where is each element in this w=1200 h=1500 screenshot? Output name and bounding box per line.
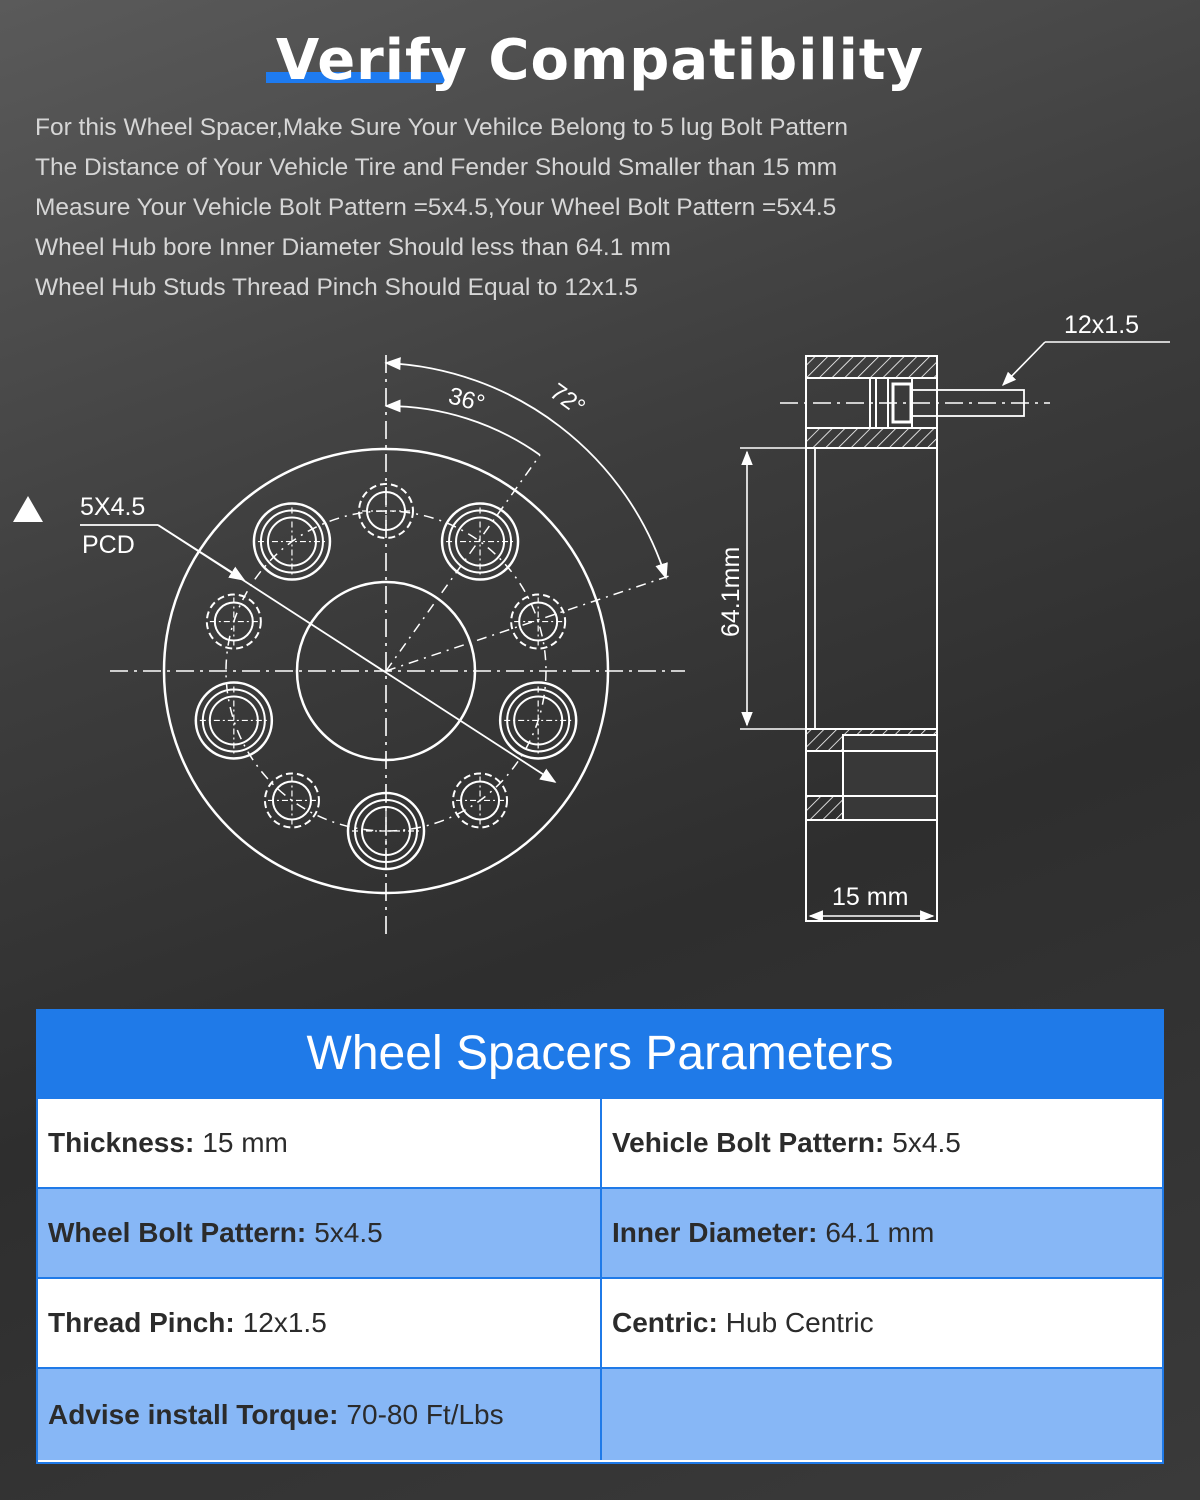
requirement-item: Measure Your Vehicle Bolt Pattern =5x4.5,Your Wheel Bolt Pattern =5x4.5 (35, 194, 837, 221)
stud-hole-solid (442, 504, 518, 580)
technical-drawing (0, 300, 1200, 960)
param-label: Thread Pinch: (48, 1307, 235, 1338)
requirement-item: For this Wheel Spacer,Make Sure Your Vehilce Belong to 5 lug Bolt Pattern (35, 114, 849, 141)
hatch-top-outer (806, 356, 937, 378)
requirement-item: Wheel Hub Studs Thread Pinch Should Equal to 12x1.5 (35, 274, 638, 301)
param-label: Thickness: (48, 1127, 195, 1158)
param-value: 64.1 mm (825, 1217, 935, 1248)
stud-hole-solid (348, 793, 424, 869)
stud-hole-dashed (453, 773, 507, 827)
header (0, 28, 1200, 93)
side-view (740, 342, 1170, 921)
param-value: 12x1.5 (242, 1307, 327, 1338)
stud-hole-solid (254, 504, 330, 580)
param-thickness (38, 1099, 600, 1189)
thickness-label: 15 mm (832, 883, 909, 911)
thread-label: 12x1.5 (1064, 311, 1140, 339)
page-title (276, 28, 924, 93)
param-centric (600, 1279, 1162, 1369)
param-label: Wheel Bolt Pattern: (48, 1217, 307, 1248)
stud-hole-dashed (511, 595, 565, 649)
title-part-2: Compatibility (467, 28, 925, 93)
title-part-1: Verify (275, 28, 468, 93)
stud-hole-dashed (207, 595, 261, 649)
hatch-top-inner (806, 428, 937, 448)
pcd-label: PCD (82, 531, 135, 559)
param-label: Centric: (612, 1307, 718, 1338)
param-label: Advise install Torque: (48, 1398, 339, 1430)
param-value: Hub Centric (725, 1307, 874, 1338)
stud-hole-solid (500, 682, 576, 758)
param-thread-pinch (38, 1279, 600, 1369)
stud-hole-dashed (359, 484, 413, 538)
angle-arc-36 (386, 406, 540, 455)
pcd-value: 5X4.5 (80, 493, 146, 521)
parameters-table (36, 1009, 1164, 1464)
requirements-list (35, 108, 848, 308)
param-value: 5x4.5 (892, 1127, 961, 1158)
bore-label: 64.1mm (717, 546, 745, 637)
param-value: 70-80 Ft/Lbs (346, 1398, 504, 1430)
front-view (80, 355, 685, 940)
angle-label-72: 72° (544, 378, 591, 422)
param-label: Vehicle Bolt Pattern: (612, 1127, 885, 1158)
param-value: 15 mm (202, 1127, 288, 1158)
param-value: 5x4.5 (314, 1217, 383, 1248)
angle-label-36: 36° (445, 382, 488, 418)
parameters-grid (38, 1099, 1162, 1460)
stud-hole-dashed (265, 773, 319, 827)
requirement-item: The Distance of Your Vehicle Tire and Fender Should Smaller than 15 mm (35, 154, 838, 181)
requirement-item: Wheel Hub bore Inner Diameter Should less than 64.1 mm (35, 234, 671, 261)
stud-hole-solid (196, 682, 272, 758)
param-install-torque (38, 1369, 600, 1460)
param-vehicle-bolt-pattern (600, 1099, 1162, 1189)
param-inner-diameter (600, 1189, 1162, 1279)
parameters-title: Wheel Spacers Parameters (38, 1011, 1162, 1099)
angle-arc-72 (386, 363, 666, 578)
param-empty (600, 1369, 1162, 1460)
param-label: Inner Diameter: (612, 1217, 818, 1248)
param-wheel-bolt-pattern (38, 1189, 600, 1279)
